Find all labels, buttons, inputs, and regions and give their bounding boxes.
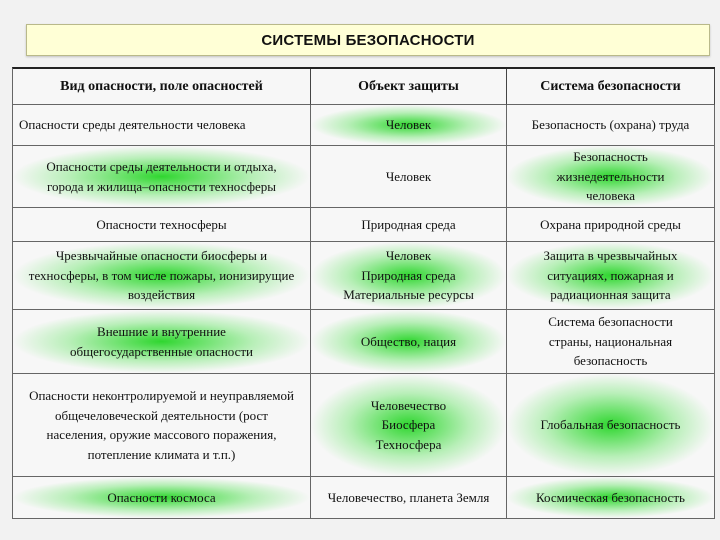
table-cell-object: Общество, нация [311, 310, 507, 374]
cell-text: Человек Природная среда Материальные ресурсы [343, 248, 474, 303]
table-cell-system [507, 242, 715, 310]
table-cell-object: Человек [311, 105, 507, 146]
cell-text: Защита в чрезвычайных ситуациях, пожарная и радиационная защита [543, 248, 678, 303]
table-cell-object [311, 242, 507, 310]
table-cell-system: Глобальная безопасность [507, 374, 715, 477]
safety-systems-table [12, 67, 715, 519]
cell-text: Человечество, планета Земля [327, 489, 490, 505]
table-cell-system: Космическая безопасность [507, 477, 715, 519]
cell-text: Опасности среды деятельности и отдыха, города и жилища–опасности техносферы [46, 159, 277, 194]
table-cell-danger: Опасности космоса [13, 477, 311, 519]
table-cell-system: Охрана природной среды [507, 208, 715, 242]
cell-text: Человечество Биосфера Техносфера [370, 397, 447, 452]
table-cell-object [311, 374, 507, 477]
cell-text: Безопасность жизнедеятельности человека [556, 149, 665, 204]
title-bar [26, 24, 710, 56]
table-cell-danger [13, 310, 311, 374]
table-cell-object [311, 477, 507, 519]
table-cell-danger [13, 242, 311, 310]
header-danger-type: Вид опасности, поле опасностей [13, 69, 311, 105]
header-safety-system: Система безопасности [507, 69, 715, 105]
page-title: СИСТЕМЫ БЕЗОПАСНОСТИ [261, 31, 475, 49]
table-cell-system [507, 105, 715, 146]
cell-text: Безопасность (охрана) труда [531, 117, 690, 133]
header-protection-object: Объект защиты [311, 69, 507, 105]
table-cell-system [507, 310, 715, 374]
cell-text: Внешние и внутренние общегосударственные опасности [69, 324, 254, 359]
cell-text: Чрезвычайные опасности биосферы и техносферы, в том числе пожары, ионизирущие воздействия [28, 248, 295, 303]
table-cell-danger [13, 146, 311, 208]
table-cell-danger [13, 374, 311, 477]
table-cell-danger: Опасности техносферы [13, 208, 311, 242]
cell-text: Опасности неконтролируемой и неуправляемой общечеловеческой деятельности (рост населения, оружие массового поражения, потепление климата и т.п.) [29, 388, 294, 462]
table-cell-object: Человек [311, 146, 507, 208]
table-cell-object: Природная среда [311, 208, 507, 242]
cell-text: Система безопасности страны, национальная безопасность [548, 314, 673, 369]
table-cell-danger: Опасности среды деятельности человека [13, 105, 311, 146]
table-cell-system [507, 146, 715, 208]
